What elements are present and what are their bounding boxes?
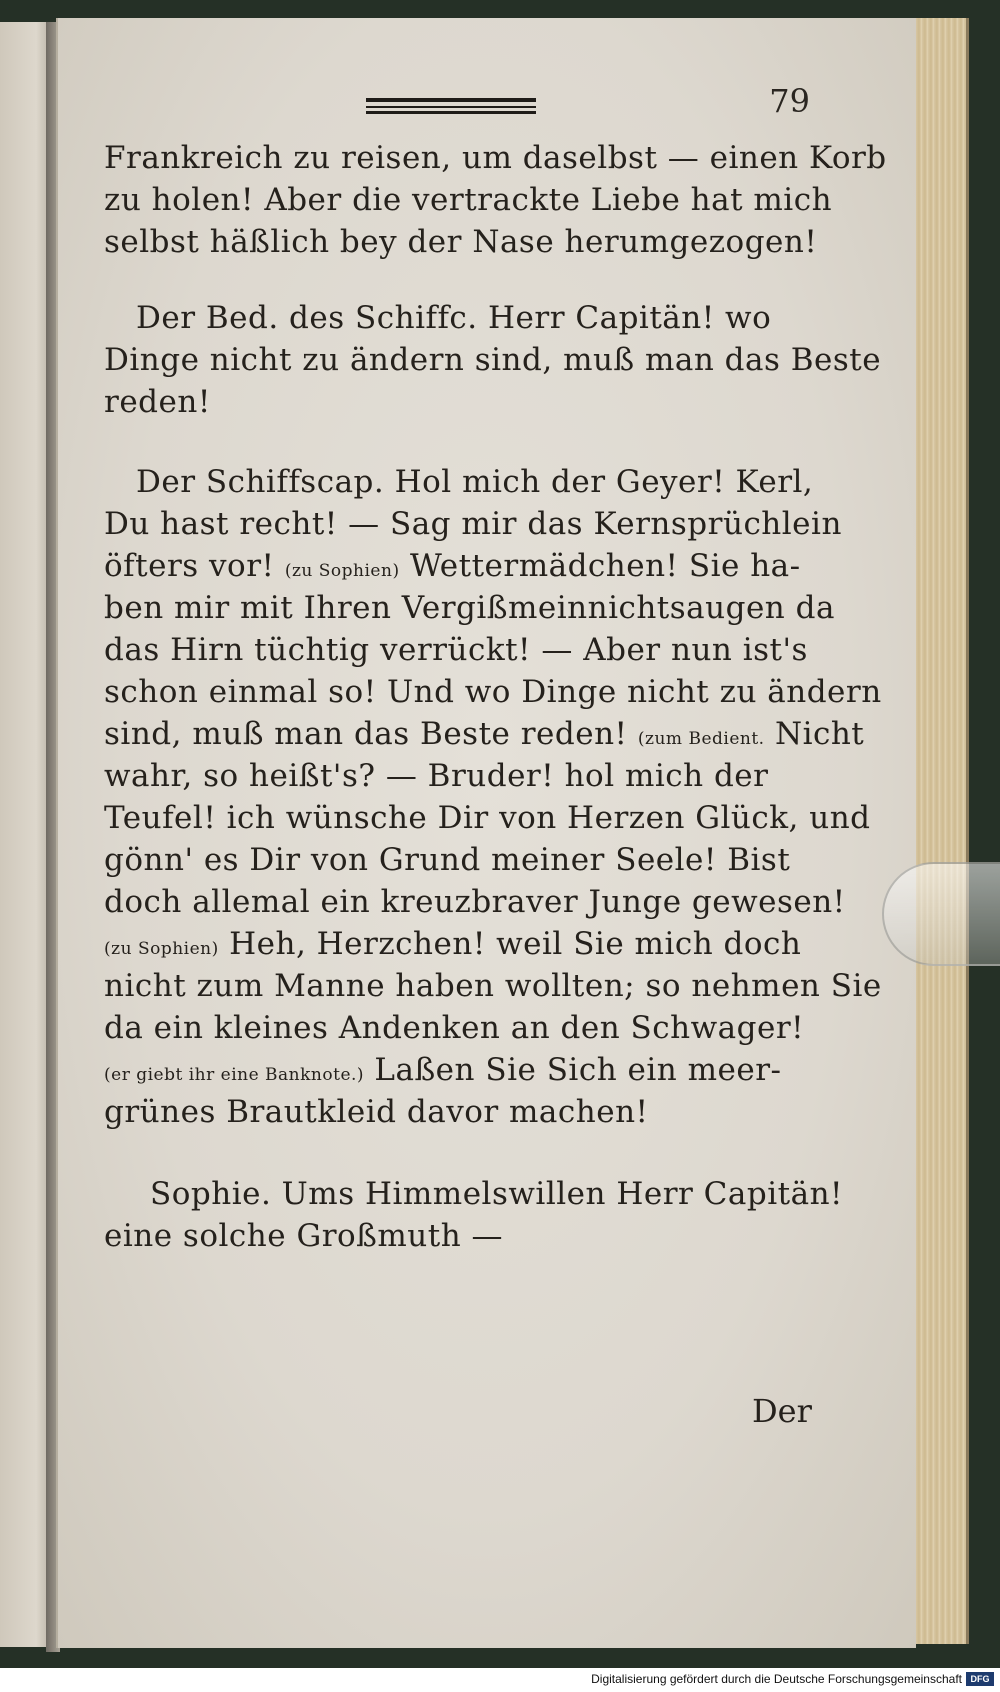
left-page-edge <box>0 22 52 1647</box>
catchword: Der <box>752 1392 812 1430</box>
text-line: wahr, so heißt's? — Bruder! hol mich der <box>104 758 769 794</box>
stage-direction: (zu Sophien) <box>104 939 219 959</box>
text-fragment: Laßen Sie Sich ein meer- <box>374 1052 782 1088</box>
text-line <box>104 716 865 752</box>
text-line <box>104 548 804 584</box>
text-line: Frankreich zu reisen, um daselbst — einen Korb <box>104 140 887 176</box>
footer-bar <box>0 1668 1000 1692</box>
stage-direction: (er giebt ihr eine Banknote.) <box>104 1065 365 1085</box>
header-rule <box>366 106 536 108</box>
text-line: zu holen! Aber die vertrackte Liebe hat mich <box>104 182 833 218</box>
text-line: eine solche Großmuth — <box>104 1218 504 1254</box>
text-fragment: Heh, Herzchen! weil Sie mich doch <box>229 926 802 962</box>
text-fragment: öfters vor! <box>104 548 275 584</box>
stage-direction: (zu Sophien) <box>284 561 400 581</box>
text-line: nicht zum Manne haben wollten; so nehmen Sie <box>104 968 882 1004</box>
header-rule <box>366 98 536 102</box>
text-fragment: Nicht <box>774 716 865 752</box>
header-rule <box>366 111 536 114</box>
speaker-line: Der Schiffscap. Hol mich der Geyer! Kerl, <box>136 464 814 500</box>
text-line <box>104 926 804 962</box>
text-line: da ein kleines Andenken an den Schwager! <box>104 1010 805 1046</box>
dfg-logo-icon: DFG <box>966 1672 994 1686</box>
page-number: 79 <box>769 82 810 120</box>
text-line: gönn' es Dir von Grund meiner Seele! Bist <box>104 842 791 878</box>
stage-direction: (zum Bedient. <box>637 729 765 749</box>
text-line: das Hirn tüchtig verrückt! — Aber nun ist's <box>104 632 808 668</box>
text-line: reden! <box>104 384 211 420</box>
text-line: grünes Brautkleid davor machen! <box>104 1094 649 1130</box>
funding-credit: Digitalisierung gefördert durch die Deutsche Forschungsgemeinschaft <box>591 1672 962 1686</box>
text-line: Dinge nicht zu ändern sind, muß man das Beste <box>104 342 882 378</box>
text-line <box>104 1052 804 1088</box>
text-fragment: Wettermädchen! Sie ha- <box>409 548 801 584</box>
text-line: Teufel! ich wünsche Dir von Herzen Glück, und <box>104 800 871 836</box>
text-line: selbst häßlich bey der Nase herumgezogen! <box>104 224 818 260</box>
text-line: ben mir mit Ihren Vergißmeinnichtsaugen da <box>104 590 835 626</box>
text-line: schon einmal so! Und wo Dinge nicht zu ändern <box>104 674 882 710</box>
text-fragment: sind, muß man das Beste reden! <box>104 716 628 752</box>
speaker-line: Sophie. Ums Himmelswillen Herr Capitän! <box>150 1176 844 1212</box>
text-line: doch allemal ein kreuzbraver Junge gewesen! <box>104 884 846 920</box>
text-line: Du hast recht! — Sag mir das Kernsprüchlein <box>104 506 842 542</box>
speaker-line: Der Bed. des Schiffc. Herr Capitän! wo <box>136 300 772 336</box>
page-clip <box>882 862 1000 966</box>
